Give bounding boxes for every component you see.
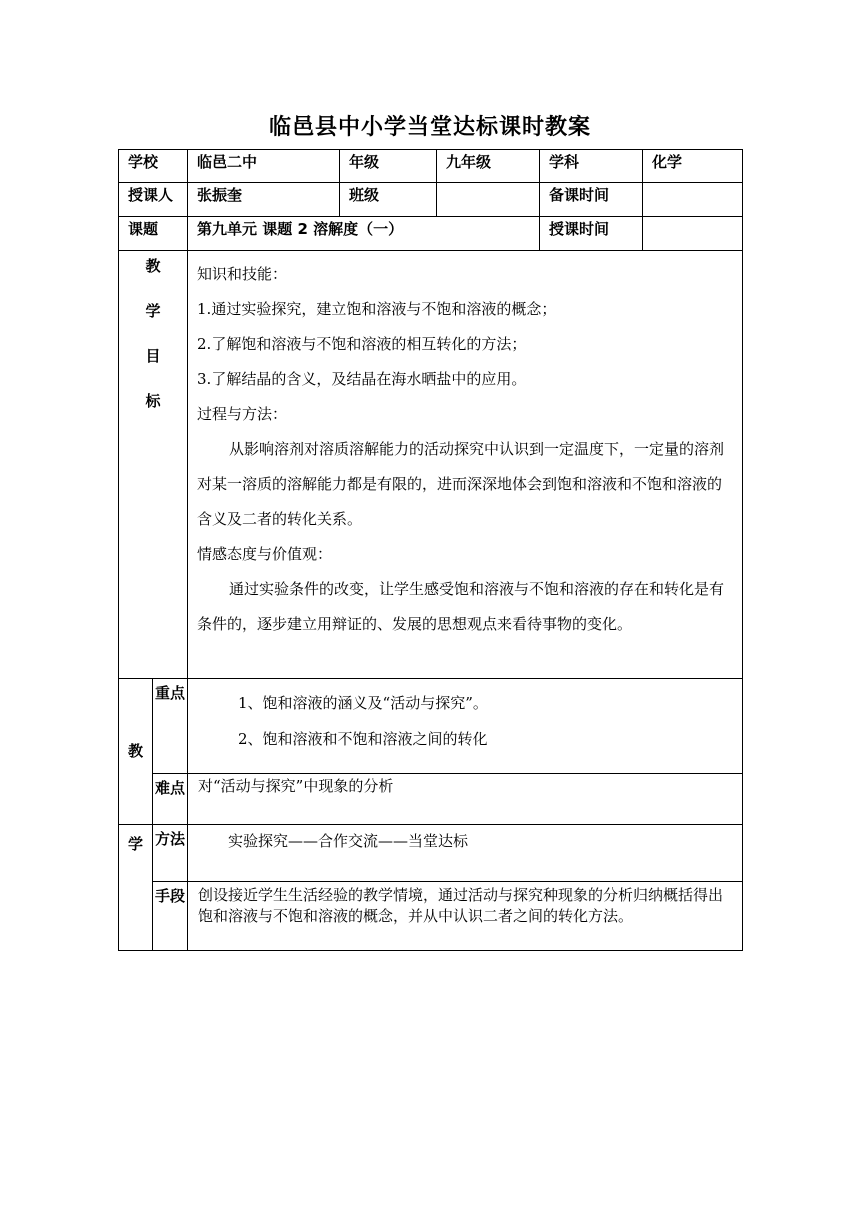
means-row: [119, 882, 743, 951]
topic-label: 课题: [119, 217, 188, 251]
page-title: 临邑县中小学当堂达标课时教案: [268, 115, 591, 140]
emotion-text: 通过实验条件的改变，让学生感受饱和溶液与不饱和溶液的存在和转化是有条件的，逐步建立用辩证的、发展的思想观点来看待事物的变化。: [197, 580, 725, 633]
objectives-row: [119, 251, 743, 679]
method-content: 实验探究——合作交流——当堂达标: [188, 825, 743, 882]
subject-label: 学科: [540, 150, 643, 183]
subject-value: 化学: [643, 150, 743, 183]
prep-time-value: [643, 183, 743, 217]
prep-time-label: 备课时间: [540, 183, 643, 217]
knowledge-item: 1.通过实验探究，建立饱和溶液与不饱和溶液的概念；: [197, 300, 557, 318]
objectives-label-char: 目: [145, 347, 161, 365]
knowledge-item: 2.了解饱和溶液与不饱和溶液的相互转化的方法；: [197, 335, 527, 353]
key-point-item: 1、饱和溶液的涵义及“活动与探究”。: [238, 694, 488, 712]
teacher-label: 授课人: [119, 183, 188, 217]
header-row-3: [119, 217, 743, 251]
key-points-content: [188, 679, 743, 774]
emotion-heading: 情感态度与价值观：: [197, 545, 333, 563]
teaching-label-bottom: 学: [119, 825, 153, 951]
header-row-2: [119, 183, 743, 217]
objectives-label-char: 标: [145, 392, 161, 410]
lesson-plan-table: [118, 149, 743, 951]
process-text: 从影响溶剂对溶质溶解能力的活动探究中认识到一定温度下，一定量的溶剂对某一溶质的溶解能力都是有限的，进而深深地体会到饱和溶液和不饱和溶液的含义及二者的转化关系。: [197, 440, 725, 528]
school-value: 临邑二中: [188, 150, 340, 183]
difficult-points-label: 难点: [153, 774, 188, 825]
objectives-content: [188, 251, 743, 679]
difficult-points-row: [119, 774, 743, 825]
objectives-label: [119, 251, 188, 679]
knowledge-item: 3.了解结晶的含义，及结晶在海水晒盐中的应用。: [197, 370, 527, 388]
teacher-value: 张振奎: [188, 183, 340, 217]
process-heading: 过程与方法：: [197, 405, 288, 423]
header-row-1: [119, 150, 743, 183]
class-value: [437, 183, 540, 217]
school-label: 学校: [119, 150, 188, 183]
knowledge-heading: 知识和技能：: [197, 265, 288, 283]
topic-value: 第九单元 课题 2 溶解度（一）: [188, 217, 540, 251]
objectives-label-char: 学: [145, 302, 161, 320]
teach-time-label: 授课时间: [540, 217, 643, 251]
method-label: 方法: [153, 825, 188, 882]
class-label: 班级: [340, 183, 437, 217]
grade-label: 年级: [340, 150, 437, 183]
key-points-label: 重点: [153, 679, 188, 774]
key-points-row: [119, 679, 743, 774]
grade-value: 九年级: [437, 150, 540, 183]
means-label: 手段: [153, 882, 188, 951]
teach-time-value: [643, 217, 743, 251]
means-content: 创设接近学生生活经验的教学情境，通过活动与探究种现象的分析归纳概括得出饱和溶液与不饱和溶液的概念，并从中认识二者之间的转化方法。: [188, 882, 743, 951]
method-row: [119, 825, 743, 882]
key-point-item: 2、饱和溶液和不饱和溶液之间的转化: [238, 730, 488, 748]
objectives-label-char: 教: [145, 257, 161, 275]
difficult-points-content: 对“活动与探究”中现象的分析: [188, 774, 743, 825]
teaching-label-top: 教: [119, 679, 153, 825]
